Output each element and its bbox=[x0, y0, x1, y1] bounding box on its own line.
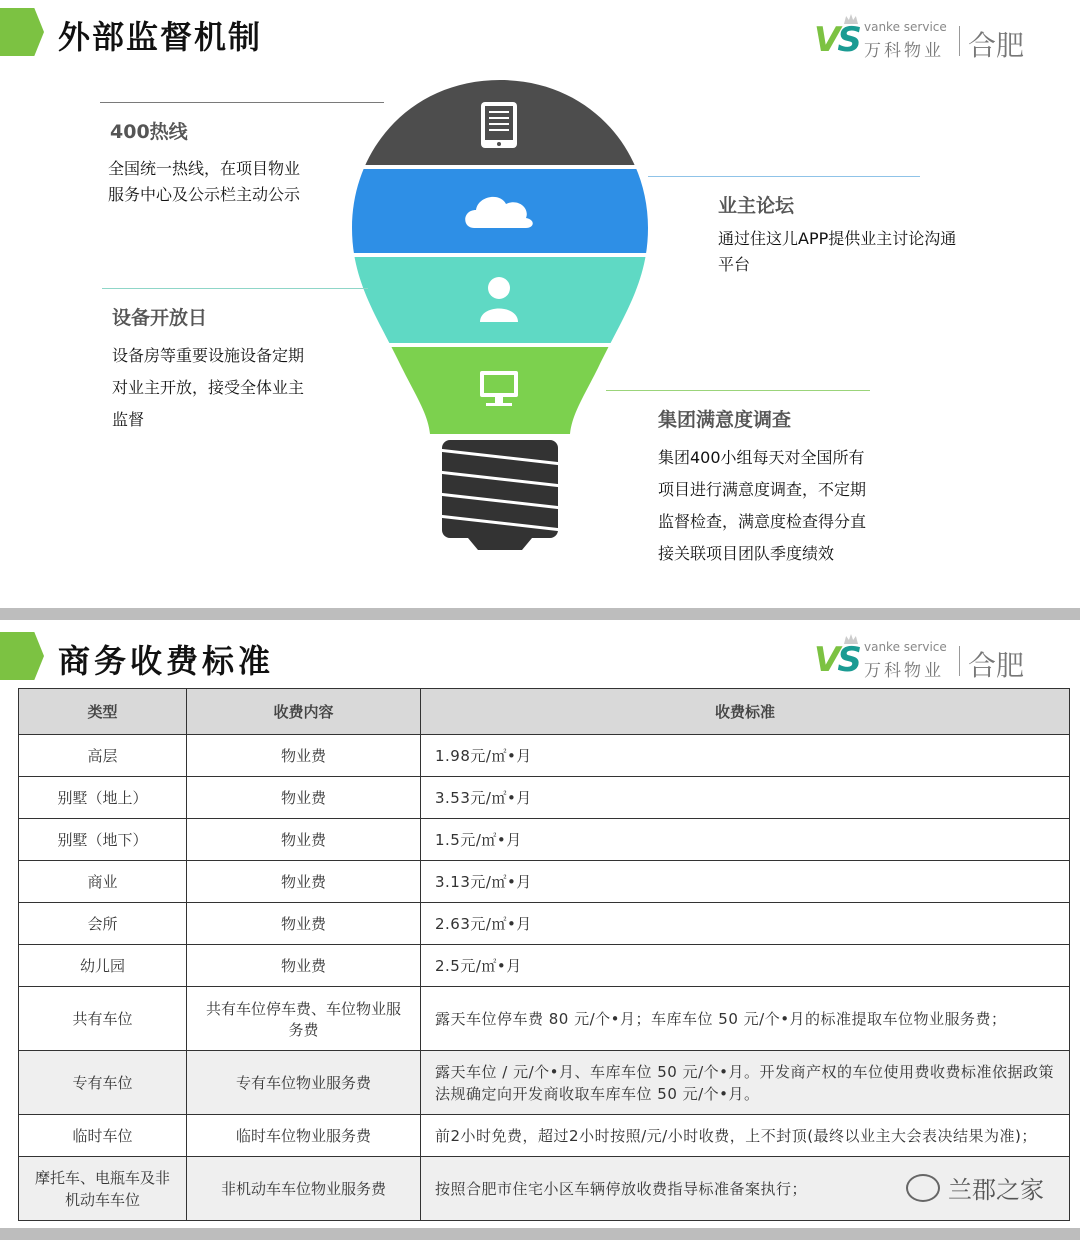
block-line: 通过住这儿APP提供业主讨论沟通 bbox=[718, 229, 957, 248]
vanke-logo bbox=[814, 14, 1034, 66]
cell-type: 别墅（地下） bbox=[19, 819, 187, 861]
block-hotline bbox=[100, 102, 384, 208]
wechat-icon bbox=[906, 1174, 940, 1202]
cell-item: 临时车位物业服务费 bbox=[187, 1115, 421, 1157]
cell-standard: 1.98元/㎡•月 bbox=[421, 735, 1070, 777]
cell-type: 摩托车、电瓶车及非机动车车位 bbox=[19, 1157, 187, 1221]
table-row bbox=[19, 819, 1070, 861]
block-heading: 业主论坛 bbox=[718, 195, 795, 217]
header-standard: 收费标准 bbox=[421, 689, 1070, 735]
table-row bbox=[19, 987, 1070, 1051]
cell-type: 高层 bbox=[19, 735, 187, 777]
logo-chinese: 万科物业 bbox=[864, 41, 944, 61]
cell-type: 专有车位 bbox=[19, 1051, 187, 1115]
cell-item: 共有车位停车费、车位物业服务费 bbox=[187, 987, 421, 1051]
block-heading: 设备开放日 bbox=[112, 307, 208, 329]
cell-standard: 露天车位停车费 80 元/个•月；车库车位 50 元/个•月的标准提取车位物业服务费； bbox=[421, 987, 1070, 1051]
cell-item: 物业费 bbox=[187, 945, 421, 987]
header-item: 收费内容 bbox=[187, 689, 421, 735]
logo-english: vanke service bbox=[864, 20, 947, 34]
lightbulb-graphic bbox=[350, 78, 650, 558]
table-row bbox=[19, 1115, 1070, 1157]
slide-title: 外部监督机制 bbox=[58, 18, 263, 56]
watermark bbox=[906, 1170, 1044, 1205]
cell-item: 非机动车车位物业服务费 bbox=[187, 1157, 421, 1221]
block-line: 对业主开放，接受全体业主 bbox=[112, 378, 305, 397]
fee-table bbox=[18, 688, 1070, 1221]
vs-logo-mark: VS bbox=[814, 20, 859, 60]
cell-type: 别墅（地上） bbox=[19, 777, 187, 819]
cell-standard: 1.5元/㎡•月 bbox=[421, 819, 1070, 861]
slide-title: 商务收费标准 bbox=[58, 642, 275, 680]
cell-type: 会所 bbox=[19, 903, 187, 945]
cell-standard: 前2小时免费，超过2小时按照/元/小时收费，上不封顶(最终以业主大会表决结果为准)； bbox=[421, 1115, 1070, 1157]
cell-type: 临时车位 bbox=[19, 1115, 187, 1157]
table-row bbox=[19, 903, 1070, 945]
logo-divider bbox=[959, 26, 960, 56]
block-heading: 400热线 bbox=[110, 121, 188, 143]
block-forum bbox=[648, 176, 957, 278]
cell-standard: 2.63元/㎡•月 bbox=[421, 903, 1070, 945]
cell-type: 共有车位 bbox=[19, 987, 187, 1051]
bulb-band-teal bbox=[350, 257, 650, 343]
table-row bbox=[19, 735, 1070, 777]
cell-standard: 露天车位 / 元/个•月、车库车位 50 元/个•月。开发商产权的车位使用费收费标准依据政策法规确定向开发商收取车库车位 50 元/个•月。 bbox=[421, 1051, 1070, 1115]
logo-divider bbox=[959, 646, 960, 676]
table-row bbox=[19, 1051, 1070, 1115]
block-line: 服务中心及公示栏主动公示 bbox=[108, 185, 301, 204]
title-accent-arrow bbox=[0, 632, 44, 680]
block-line: 集团400小组每天对全国所有 bbox=[658, 448, 865, 467]
table-row bbox=[19, 945, 1070, 987]
cell-item: 物业费 bbox=[187, 735, 421, 777]
slide-fee-standards bbox=[0, 620, 1080, 1228]
cell-item: 专有车位物业服务费 bbox=[187, 1051, 421, 1115]
tablet-icon bbox=[481, 102, 517, 148]
slide-external-supervision bbox=[0, 0, 1080, 608]
block-line: 设备房等重要设施设备定期 bbox=[112, 346, 305, 365]
block-survey bbox=[606, 390, 870, 570]
vanke-logo bbox=[814, 634, 1034, 686]
title-accent-arrow bbox=[0, 8, 44, 56]
watermark-text: 兰郡之家 bbox=[948, 1176, 1044, 1204]
header-type: 类型 bbox=[19, 689, 187, 735]
cell-standard: 3.13元/㎡•月 bbox=[421, 861, 1070, 903]
bulb-base bbox=[438, 440, 562, 550]
logo-chinese: 万科物业 bbox=[864, 661, 944, 681]
block-line: 接关联项目团队季度绩效 bbox=[658, 544, 835, 563]
logo-city: 合肥 bbox=[968, 649, 1025, 682]
logo-english: vanke service bbox=[864, 640, 947, 654]
cell-type: 幼儿园 bbox=[19, 945, 187, 987]
cell-item: 物业费 bbox=[187, 777, 421, 819]
block-line: 平台 bbox=[718, 255, 751, 274]
cell-item: 物业费 bbox=[187, 903, 421, 945]
vs-logo-mark: VS bbox=[814, 640, 859, 680]
cell-standard: 2.5元/㎡•月 bbox=[421, 945, 1070, 987]
table-row bbox=[19, 861, 1070, 903]
cell-type: 商业 bbox=[19, 861, 187, 903]
block-line: 项目进行满意度调查，不定期 bbox=[658, 480, 867, 499]
block-line: 监督检查，满意度检查得分直 bbox=[658, 512, 867, 531]
slide-separator bbox=[0, 608, 1080, 620]
cell-standard: 按照合肥市住宅小区车辆停放收费指导标准备案执行； bbox=[421, 1157, 1070, 1221]
cell-standard: 3.53元/㎡•月 bbox=[421, 777, 1070, 819]
logo-city: 合肥 bbox=[968, 29, 1025, 62]
table-header-row bbox=[19, 689, 1070, 735]
cell-item: 物业费 bbox=[187, 819, 421, 861]
block-heading: 集团满意度调查 bbox=[658, 409, 792, 431]
cell-item: 物业费 bbox=[187, 861, 421, 903]
block-open-day bbox=[102, 288, 368, 436]
block-line: 监督 bbox=[112, 410, 145, 429]
block-line: 全国统一热线，在项目物业 bbox=[108, 159, 301, 178]
table-row bbox=[19, 777, 1070, 819]
slide-separator bbox=[0, 1228, 1080, 1240]
